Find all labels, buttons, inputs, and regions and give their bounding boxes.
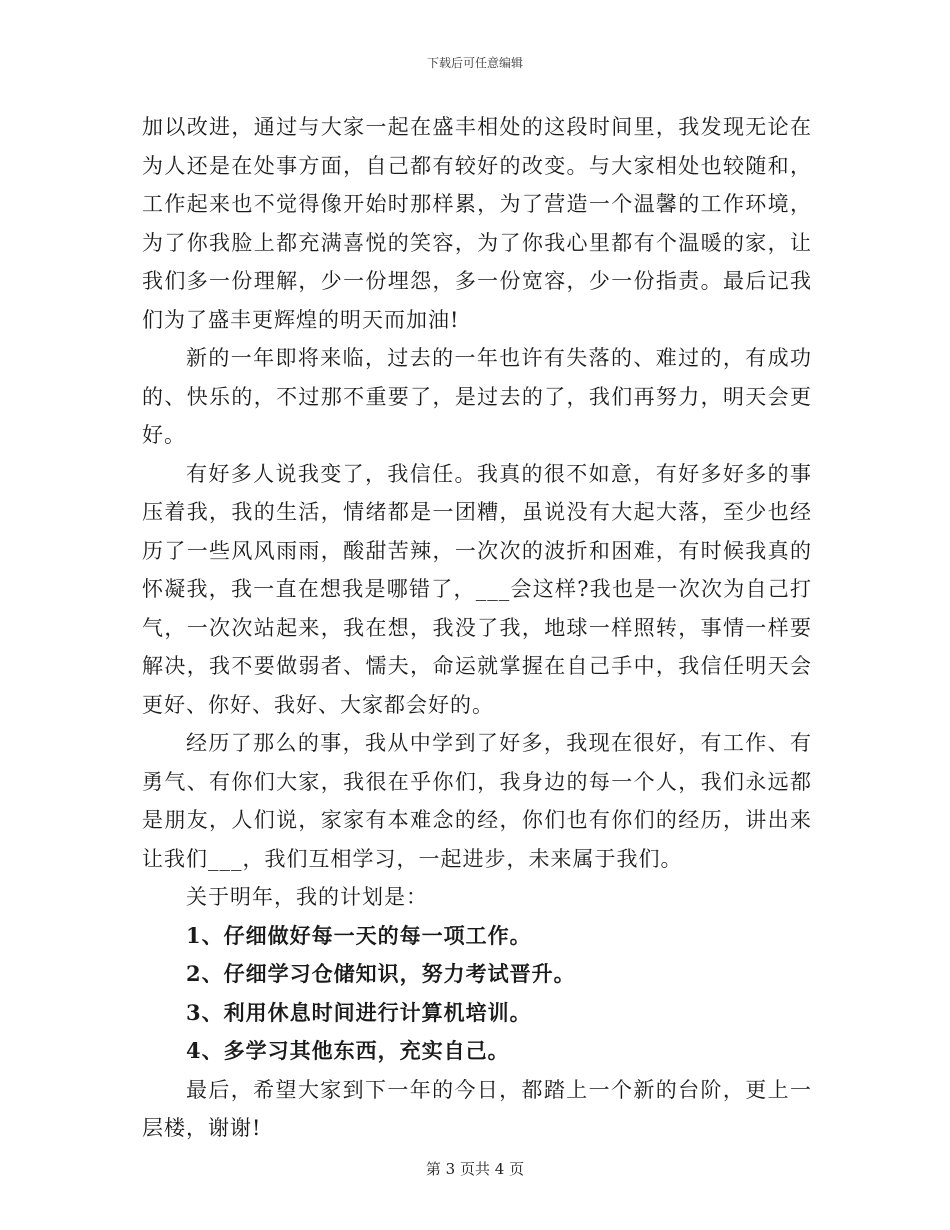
- paragraph-plan-intro: 关于明年，我的计划是：: [186, 885, 428, 909]
- plan-item-1: 1、仔细做好每一天的每一项工作。: [186, 922, 532, 948]
- plan-item-3: 3、利用休息时间进行计算机培训。: [186, 999, 532, 1025]
- paragraph-change: 有好多人说我变了，我信任。我真的很不如意，有好多好多的事压着我，我的生活，情绪都是一团糟，虽说没有大起大落，至少也经历了一些风风雨雨，酸甜苦辣，一次次的波折和困难，有时候我真的怀凝我，我一直在想我是哪错了，___会这样?我也是一次次为自己打气，一次次站起来，我在想，我没了我，地球一样照转，事情一样要解决，我不要做弱者、懦夫，命运就掌握在自己手中，我信任明天会更好、你好、我好、大家都会好的。: [142, 461, 812, 717]
- paragraph-new-year: 新的一年即将来临，过去的一年也许有失落的、难过的，有成功的、快乐的，不过那不重要了，是过去的了，我们再努力，明天会更好。: [142, 346, 812, 447]
- paragraph-continuation: 加以改进，通过与大家一起在盛丰相处的这段时间里，我发现无论在为人还是在处事方面，自己都有较好的改变。与大家相处也较随和，工作起来也不觉得像开始时那样累，为了营造一个温馨的工作环境，为了你我脸上都充满喜悦的笑容，为了你我心里都有个温暖的家，让我们多一份理解，少一份埋怨，多一份宽容，少一份指责。最后记我们为了盛丰更辉煌的明天而加油!: [142, 115, 812, 332]
- page-header: 下载后可任意编辑: [426, 56, 523, 70]
- paragraph-experience: 经历了那么的事，我从中学到了好多，我现在很好，有工作、有勇气、有你们大家，我很在乎你们，我身边的每一个人，我们永远都是朋友，人们说，家家有本难念的经，你们也有你们的经历，讲出来让我们___，我们互相学习，一起进步，未来属于我们。: [142, 731, 812, 871]
- plan-item-2: 2、仔细学习仓储知识，努力考试晋升。: [186, 961, 576, 986]
- plan-item-4: 4、多学习其他东西，充实自己。: [186, 1038, 510, 1063]
- paragraph-closing: 最后，希望大家到下一年的今日，都踏上一个新的台阶，更上一层楼，谢谢!: [142, 1077, 812, 1140]
- page-footer: 第 3 页共 4 页: [425, 1160, 525, 1178]
- document-body: [142, 108, 812, 1148]
